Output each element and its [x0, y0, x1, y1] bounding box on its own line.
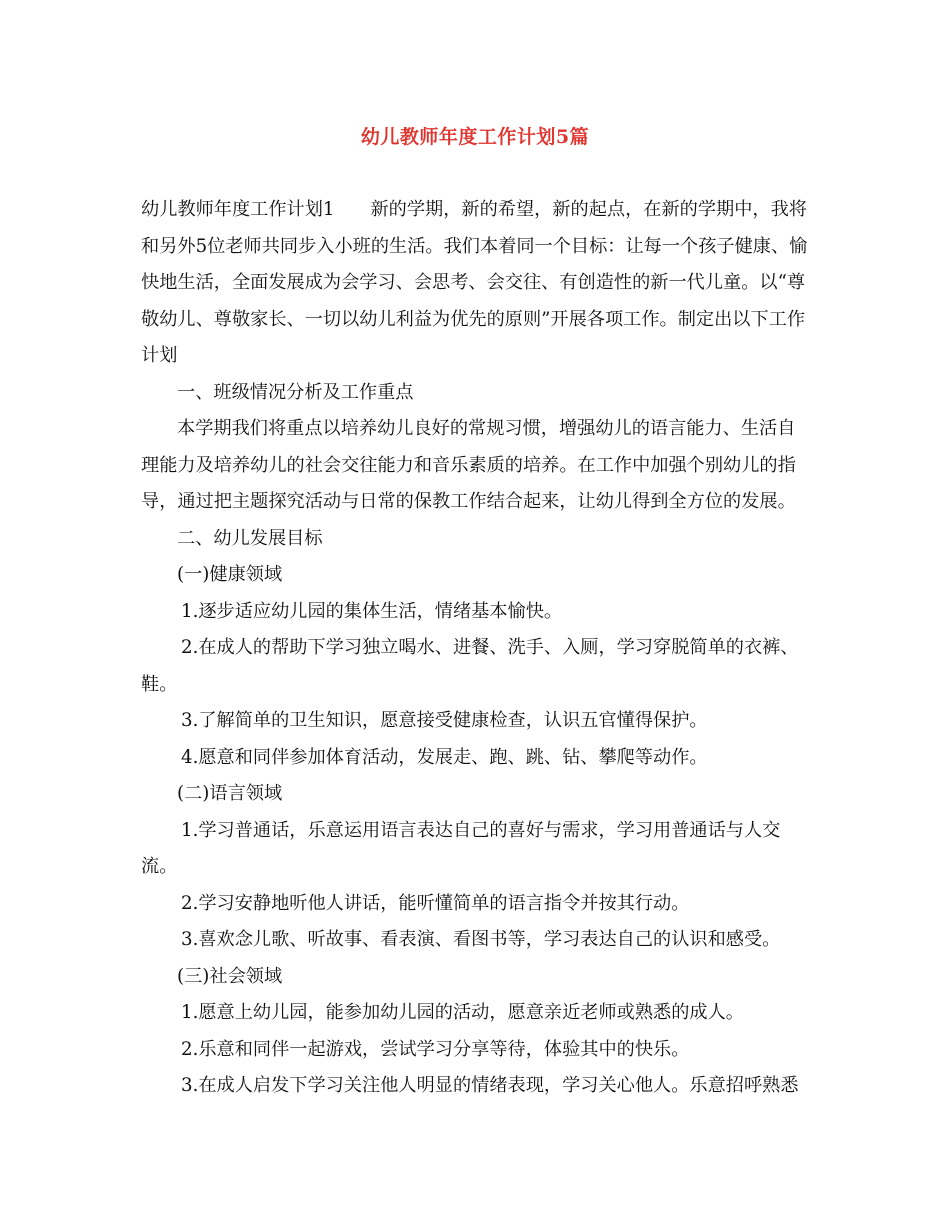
section2-heading: 二、幼儿发展目标 [177, 527, 323, 549]
lead-paragraph [141, 192, 811, 375]
document-body [141, 192, 811, 1105]
social-item-1: 1.愿意上幼儿园，能参加幼儿园的活动，愿意亲近老师或熟悉的成人。 [181, 1002, 744, 1023]
language-heading: (二)语言领域 [177, 783, 283, 804]
language-item-2: 2.学习安静地听他人讲话，能听懂简单的语言指令并按其行动。 [181, 892, 690, 914]
health-item-1: 1.逐步适应幼儿园的集体生活，情绪基本愉快。 [181, 600, 563, 622]
language-item-3: 3.喜欢念儿歌、听故事、看表演、看图书等，学习表达自己的认识和感受。 [181, 929, 781, 950]
health-item-2: 2.在成人的帮助下学习独立喝水、进餐、洗手、入厕，学习穿脱简单的衣裤、鞋。 [141, 637, 799, 695]
social-heading: (三)社会领域 [177, 965, 283, 987]
language-item-1: 1.学习普通话，乐意运用语言表达自己的喜好与需求，学习用普通话与人交流。 [141, 819, 781, 877]
social-item-2: 2.乐意和同伴一起游戏，尝试学习分享等待，体验其中的快乐。 [181, 1038, 690, 1060]
section1-heading: 一、班级情况分析及工作重点 [177, 381, 414, 403]
lead-text: 新的学期，新的希望，新的起点，在新的学期中，我将和另外5位老师共同步入小班的生活。我们本着同一个目标：让每一个孩子健康、愉快地生活，全面发展成为会学习、会思考、会交往、有创造性的新一代儿童。以“尊敬幼儿、尊敬家长、一切以幼儿利益为优先的原则”开展各项工作。制定出以下工作计划 [141, 199, 808, 366]
lead-label: 幼儿教师年度工作计划1 [141, 199, 335, 220]
health-heading: (一)健康领域 [177, 564, 283, 585]
health-item-3: 3.了解简单的卫生知识，愿意接受健康检查，认识五官懂得保护。 [181, 710, 708, 731]
health-item-4: 4.愿意和同伴参加体育活动，发展走、跑、跳、钻、攀爬等动作。 [181, 746, 708, 768]
document-title: 幼儿教师年度工作计划5篇 [360, 126, 590, 148]
section1-paragraph: 本学期我们将重点以培养幼儿良好的常规习惯，增强幼儿的语言能力、生活自理能力及培养幼儿的社会交往能力和音乐素质的培养。在工作中加强个别幼儿的指导，通过把主题探究活动与日常的保教工作结合起来，让幼儿得到全方位的发展。 [141, 418, 796, 512]
social-item-3: 3.在成人启发下学习关注他人明显的情绪表现，学习关心他人。乐意招呼熟悉 [181, 1075, 799, 1096]
